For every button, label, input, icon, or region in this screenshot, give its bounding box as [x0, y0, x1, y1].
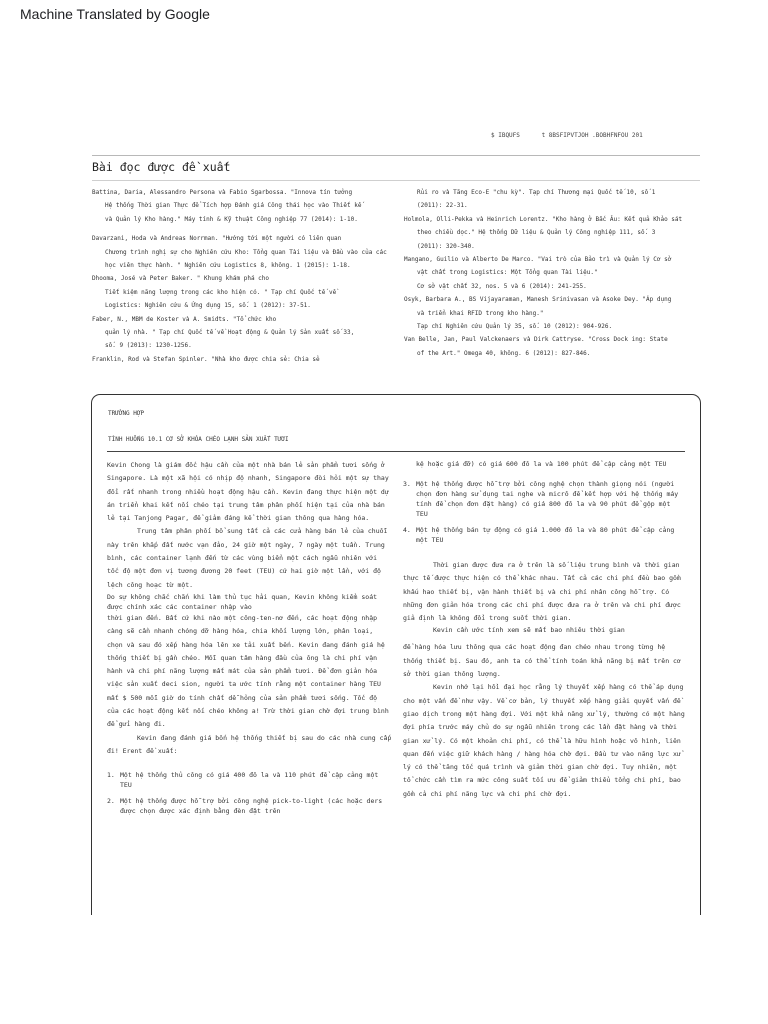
case-paragraph: Kevin Chong là giám đốc hậu cần của một nhà bán lẻ sản phẩm tươi sống ở Singapore. Là một xã hội có nhịp độ nhanh, Singapore đòi hỏi một sự thay đổi rất nhanh trong nhiều hoạt động hậu cần. Kevin đang thực hiện một dự án triển khai kết nối chéo tại trung tâm phân phối hiện tại của nhà bán lẻ tại Tanjong Pagar, để giảm đáng kể thời gian thông qua hàng hóa. [107, 461, 389, 523]
reference-line: Davarzani, Hoda và Andreas Norrman. "Hướng tới một người có liên quan [92, 235, 342, 243]
top-rule [92, 155, 700, 156]
section-title: Bài đọc được đề xuất [92, 160, 231, 174]
reference-line: theo chiều dọc." Hệ thống Dữ liệu & Quản lý Công nghiệp 111, số. 3 [417, 229, 656, 237]
case-paragraph: để hàng hóa lưu thông qua các hoạt động đan chéo nhau trong từng hệ thống thiết bị. Sau đó, anh ta có thể tính toán khả năng bị mất trên cơ sở thời gian thông lượng. [403, 643, 681, 679]
reference-line: Battina, Daria, Alessandro Persona và Fabio Sgarbossa. "Innova tín tưởng [92, 189, 353, 196]
reference-line: Mangano, Guilio và Alberto De Marco. "Vai trò của Bảo trì và Quản lý Cơ sở [404, 256, 672, 264]
reference-line: Dhooma, José và Peter Baker. " Khung khám phá cho [92, 275, 270, 283]
reference-entry [404, 213, 704, 253]
reference-line: và triển khai RFID trong kho hàng." [417, 309, 544, 317]
list-item [107, 770, 392, 790]
reference-line: học viên thực hành. " Nghiên cứu Logistics 8, không. 1 (2015): 1-18. [105, 262, 351, 270]
reference-line: Rủi ro và Tăng Eco-E "chu kỳ". Tạp chí Thương mại Quốc tế 10, số 1 [417, 189, 656, 196]
reference-line: Tiết kiệm năng lượng trong các kho hiện có. " Tạp chí Quốc tế về [105, 288, 337, 296]
list-text: Một hệ thống được hỗ trợ bởi công nghệ chọn thành giọng nói (người chọn đơn hàng sử dụng tai nghe và micrô để kết hợp với hệ thống máy tính để chọn đơn đặt hàng) có giá 800 đô la và 90 phút để gộp một TEU [416, 480, 679, 518]
reference-line: (2011): 22-31. [417, 202, 468, 210]
references-left-column [92, 186, 392, 366]
running-head: $ IBQUFS t 8BSFIPVTJOH .BOBHFNFOU 201 [491, 132, 643, 139]
list-item [403, 479, 685, 519]
reference-entry [404, 333, 704, 360]
list-item [403, 525, 685, 545]
reference-line: Holmola, Olli-Pekka và Heinrich Lorentz. "Kho hàng ở Bắc Âu: Kết quả Khảo sát [404, 215, 683, 223]
reference-entry [92, 186, 392, 226]
list-text: kệ hoặc giá đỡ) có giá 600 đô la và 100 phút để cập cảng một TEU [416, 460, 667, 468]
case-left-column [107, 459, 392, 816]
reference-entry [404, 253, 704, 293]
list-number: 4. [403, 526, 411, 534]
case-label: TRƯỜNG HỢP [108, 410, 145, 417]
case-right-column [403, 459, 685, 801]
reference-line: Faber, N., MBM de Koster và A. Smidts. "Tổ chức kho [92, 315, 277, 323]
reference-line: of the Art." Omega 40, không. 6 (2012): 827-846. [417, 349, 591, 357]
reference-line: Cơ sở vật chất 32, nos. 5 và 6 (2014): 241-255. [417, 282, 587, 290]
reference-line: Chương trình nghị sự cho Nghiên cứu Kho: Tổng quan Tài liệu và Đầu vào của các [105, 248, 387, 256]
reference-line: Logistics: Nghiên cứu & Ứng dụng 15, số. 1 (2012): 37-51. [105, 302, 311, 310]
section-rule [92, 180, 700, 181]
list-item-continued [403, 459, 685, 469]
reference-line: số. 9 (2013): 1230-1256. [105, 342, 192, 350]
reference-line: Hệ thống Thời gian Thực để Tích hợp Đánh giá Công thái học vào Thiết kế [105, 202, 362, 210]
case-paragraph: Kevin cần ước tính xem sẽ mất bao nhiêu thời gian [433, 626, 625, 635]
list-text: Một hệ thống được hỗ trợ bởi công nghệ pick-to-light (các hoặc ders được chọn được xác định bằng đèn đặt trên [120, 797, 383, 816]
reference-entry [92, 313, 392, 353]
list-number: 3. [403, 480, 411, 488]
case-title: TÌNH HUỐNG 10.1 CƠ SỞ KHÓA CHÉO LẠNH SẢN XUẤT TƯƠI [108, 436, 289, 443]
machine-translated-header: Machine Translated by Google [20, 6, 210, 22]
reference-line: Tạp chí Nghiên cứu Quản lý 35, số. 10 (2012): 904-926. [417, 323, 613, 331]
list-text: Một hệ thống thủ công có giá 400 đô la và 110 phút để cập cảng một TEU [120, 771, 379, 790]
list-item [107, 796, 392, 816]
reference-entry [404, 293, 704, 333]
case-paragraph: Do sự không chắc chắn khi làm thủ tục hải quan, Kevin không kiểm soát được chính xác các container nhập vào [107, 592, 378, 611]
reference-line: (2011): 320-340. [417, 242, 475, 250]
reference-entry [404, 186, 704, 213]
case-title-rule [107, 451, 685, 452]
reference-line: Van Belle, Jan, Paul Valckenaers và Dirk Cattryse. "Cross Dock ing: State [404, 336, 668, 344]
case-paragraph: Thời gian được đưa ra ở trên là số liệu trung bình và thời gian thực tế được thực hiện có thể khác nhau. Tất cả các chi phí đều bao gồm khấu hao thiết bị, vận hành thiết bị và chi phí nhân công hỗ trợ. Có những đơn giản hóa trong các chi phí được đưa ra ở trên và chi phí được giả định là không đổi trong suốt thời gian. [403, 561, 681, 623]
reference-entry [92, 232, 392, 272]
reference-entry [92, 353, 392, 366]
reference-line: vật chất trong Logistics: Một Tổng quan Tài liệu." [417, 269, 598, 277]
reference-entry [92, 272, 392, 312]
reference-line: quản lý nhà. " Tạp chí Quốc tế về Hoạt động & Quản lý Sản xuất số 33, [105, 329, 355, 337]
list-number: 1. [107, 771, 115, 780]
reference-line: Franklin, Rod và Stefan Spinler. "Nhà kho được chia sẻ: Chia sẻ [92, 355, 320, 363]
reference-line: và Quản lý Kho hàng." Máy tính & Kỹ thuật Công nghiệp 77 (2014): 1-10. [105, 215, 358, 223]
reference-line: Osyk, Barbara A., BS Vijayaraman, Manesh Srinivasan và Asoke Dey. "Áp dụng [404, 296, 672, 304]
case-paragraph: Kevin nhớ lại hồi đại học rằng lý thuyết xếp hàng có thể áp dụng cho một vấn đề như vậy. Về cơ bản, lý thuyết xếp hàng giải quyết vấn đề giao dịch trong một hàng đợi. Với một khả năng xử lý, thường có một hàng đợi phía trước máy chủ do sự ngẫu nhiên trong các lần đặt hàng và thời gian xử lý. Có một khoản chi phí, có thể là hữu hình hoặc vô hình, liên quan đến việc giữ khách hàng / hàng hóa chờ đợi. Đầu tư vào năng lực xử lý có thể tăng tốc quá trình và giảm thời gian chờ đợi. Tuy nhiên, một tổ chức cần tìm ra mức công suất tối ưu để giảm thiểu tổng chi phí, bao gồm cả chi phí năng lực và chi phí chờ đợi. [403, 683, 685, 798]
case-paragraph: Kevin đang đánh giá bốn hệ thống thiết bị sau do các nhà cung cấp đi! Erent đề xuất: [107, 733, 392, 755]
list-text: Một hệ thống bán tự động có giá 1.000 đô la và 80 phút để cập cảng một TEU [416, 526, 675, 544]
list-number: 2. [107, 797, 115, 806]
case-paragraph: thời gian đến. Bất cứ khi nào một công-ten-nơ đến, các hoạt động nhập càng sẽ cần nhanh chóng dỡ hàng hóa, chia khối lượng lớn, phân loại, chọn và sau đó xếp hàng hóa lên xe tải xuất bến. Kevin đang đánh giá hệ thống thiết bị gần chéo. Mỗi quan tâm hàng đầu của ông là chi phí vận hành và chi phí năng lượng mất mát của sản phẩm tươi. Để đơn giản hóa việc sản xuất deci sion, người ta ước tính rằng một container hàng TEU mất $ 500 mỗi giờ do tính chất dễ hỏng của sản phẩm tươi sống. Tốc độ của các hoạt động kết nối chéo không a! Trừ thời gian chờ đợi trung bình để gửi hàng đi. [107, 613, 389, 729]
case-paragraph: Trung tâm phân phối bổ sung tất cả các cửa hàng bán lẻ của chuỗi này trên khắp đất nước vạn đảo, 24 giờ một ngày, 7 ngày một tuần. Trung bình, các container lạnh đến từ các vùng biển một cách ngẫu nhiên với tốc độ một đơn vị tương đương 20 feet (TEU) cứ hai giờ một lần, với độ lệch công hoạc từ một. [107, 527, 388, 589]
references-right-column [404, 186, 704, 360]
